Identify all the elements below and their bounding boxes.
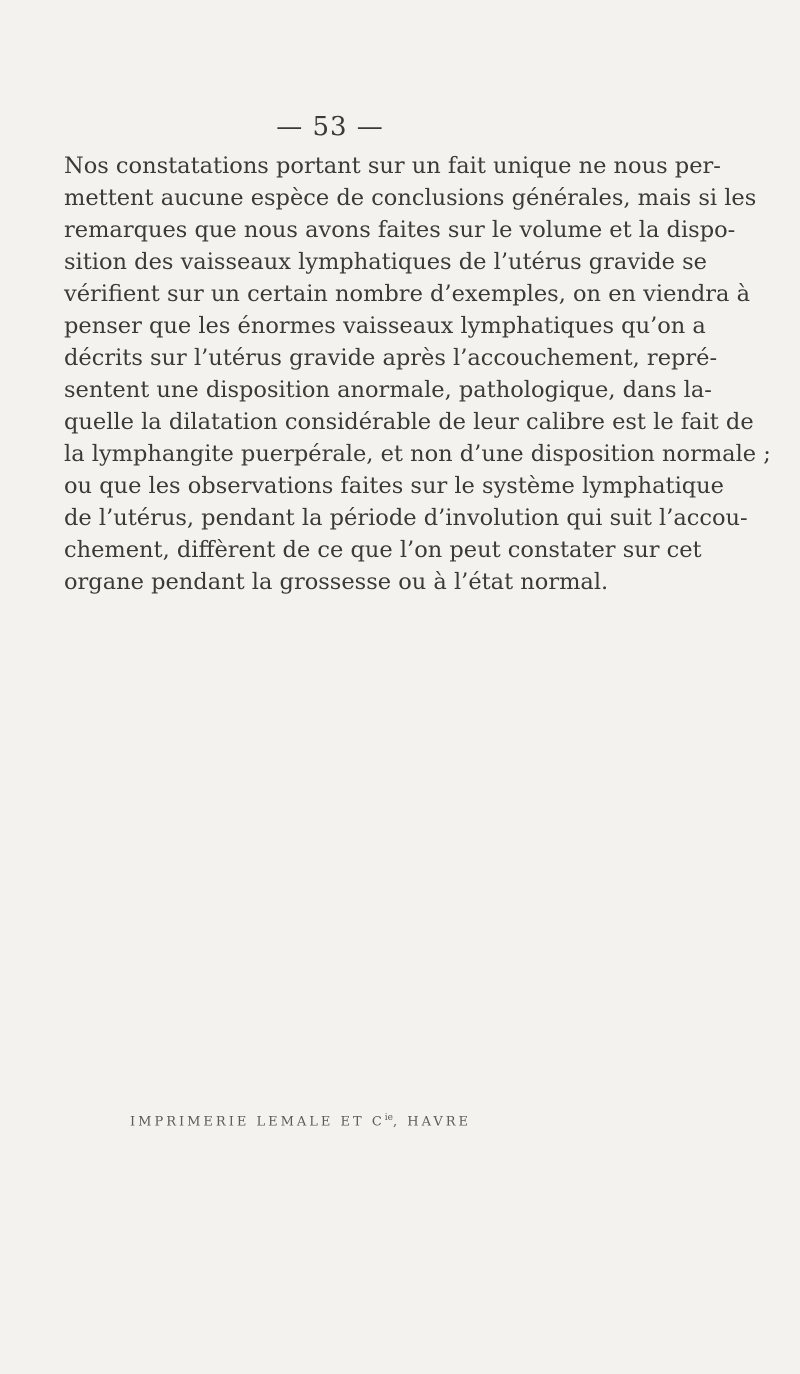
text-line: quelle la dilatation considérable de leur calibre est le fait de: [64, 409, 754, 435]
text-line: organe pendant la grossesse ou à l’état normal.: [64, 569, 609, 595]
text-line: chement, diffèrent de ce que l’on peut constater sur cet: [64, 537, 702, 563]
text-line: vérifient sur un certain nombre d’exemples, on en viendra à: [64, 281, 751, 307]
page-number: — 53 —: [276, 112, 384, 142]
body-paragraph: [64, 150, 771, 598]
text-line: ou que les observations faites sur le système lymphatique: [64, 473, 724, 499]
imprint-superscript: ie: [384, 1113, 393, 1123]
text-line: la lymphangite puerpérale, et non d’une disposition normale ;: [64, 441, 771, 467]
text-line: de l’utérus, pendant la période d’involution qui suit l’accou-: [64, 505, 748, 531]
printer-imprint: [130, 1113, 570, 1129]
text-line: Nos constatations portant sur un fait unique ne nous per-: [64, 153, 721, 179]
text-line: mettent aucune espèce de conclusions générales, mais si les: [64, 185, 757, 211]
text-line: remarques que nous avons faites sur le volume et la dispo-: [64, 217, 736, 243]
imprint-city: , HAVRE: [393, 1114, 472, 1130]
text-line: penser que les énormes vaisseaux lymphatiques qu’on a: [64, 313, 706, 339]
text-line: sentent une disposition anormale, pathologique, dans la-: [64, 377, 712, 403]
text-line: sition des vaisseaux lymphatiques de l’utérus gravide se: [64, 249, 707, 275]
imprint-text: IMPRIMERIE LEMALE ET C: [130, 1114, 385, 1130]
text-line: décrits sur l’utérus gravide après l’accouchement, repré-: [64, 345, 718, 371]
